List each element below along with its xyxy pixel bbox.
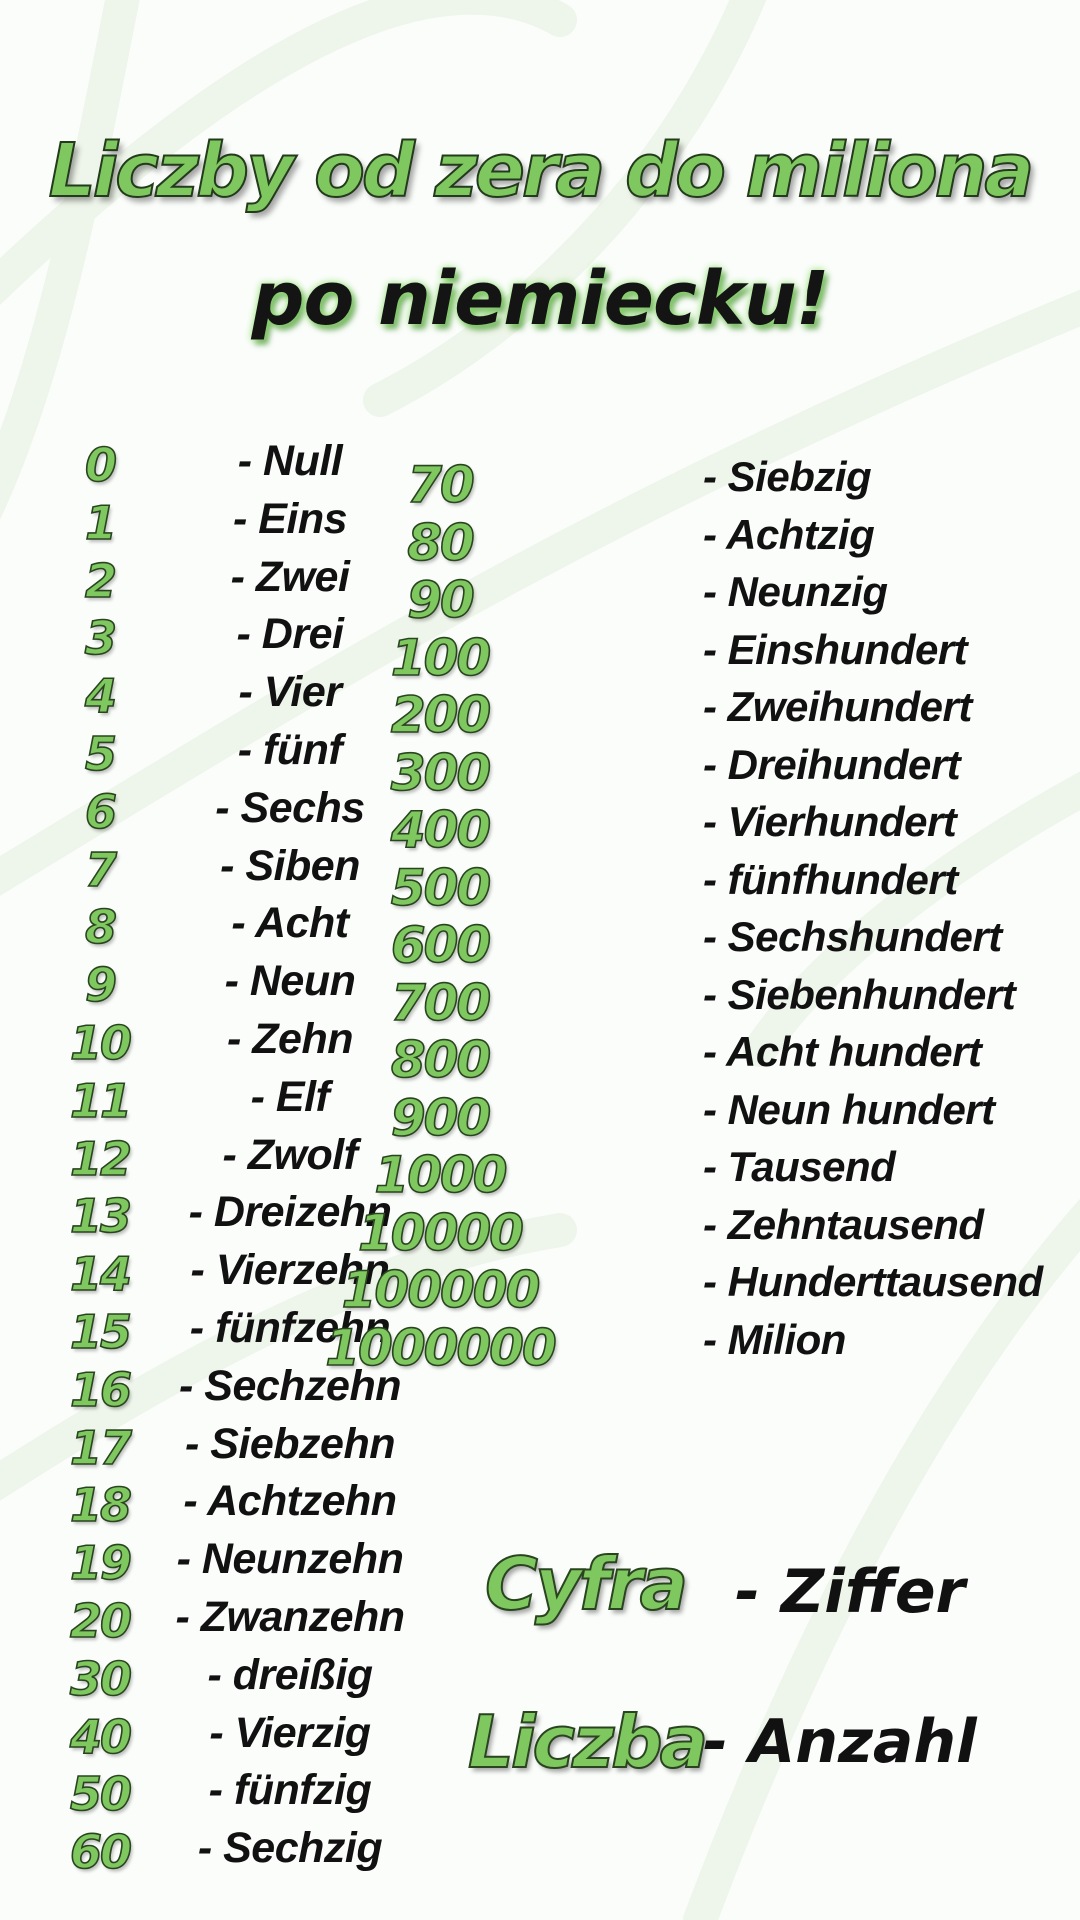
number-digit-right: 1000000 <box>325 1318 555 1377</box>
page-title: Liczby od zera do miliona <box>48 128 1032 214</box>
number-word-right: - Zweihundert <box>703 683 972 730</box>
number-digit-left: 3 <box>84 611 115 666</box>
number-digit-right: 300 <box>390 743 490 802</box>
number-digit-left: 20 <box>69 1594 130 1648</box>
number-digit-left: 18 <box>69 1478 130 1533</box>
number-word-right: - Zehntausend <box>703 1200 984 1248</box>
number-digit-left: 7 <box>84 842 115 897</box>
number-digit-left: 19 <box>69 1536 130 1591</box>
number-word-left: - Drei <box>236 610 344 659</box>
number-digit-right: 80 <box>407 513 473 572</box>
number-digit-left: 12 <box>69 1131 130 1186</box>
number-word-left: - fünfzehn <box>189 1304 391 1352</box>
number-word-left: - dreißig <box>207 1650 373 1699</box>
number-word-right: - Siebenhundert <box>703 970 1016 1018</box>
number-digit-left: 15 <box>69 1305 130 1359</box>
number-word-left: - Sechzehn <box>179 1361 401 1410</box>
number-word-right: - Vierhundert <box>703 798 957 845</box>
number-word-left: - Neunzehn <box>176 1535 404 1584</box>
glossary-translation-ziffer: - Ziffer <box>735 1557 966 1627</box>
glossary-term-liczba: Liczba <box>468 1700 706 1784</box>
number-digit-right: 100000 <box>341 1261 539 1319</box>
number-digit-right: 700 <box>390 973 490 1032</box>
number-digit-right: 900 <box>390 1088 490 1147</box>
number-digit-left: 8 <box>84 900 115 955</box>
number-digit-left: 13 <box>69 1189 130 1244</box>
number-digit-left: 1 <box>84 495 115 550</box>
number-word-right: - Dreihundert <box>703 740 961 788</box>
number-word-left: - Zwei <box>230 552 350 601</box>
number-digit-left: 14 <box>69 1247 130 1302</box>
number-digit-left: 5 <box>84 727 115 781</box>
number-digit-right: 800 <box>390 1031 490 1089</box>
number-word-left: - Siebzehn <box>184 1419 396 1468</box>
number-word-right: - Tausend <box>703 1143 896 1190</box>
number-digit-left: 10 <box>69 1016 130 1070</box>
number-digit-left: 0 <box>84 438 115 492</box>
number-digit-left: 16 <box>69 1362 130 1417</box>
number-word-left: - Sechs <box>215 783 365 832</box>
number-digit-right: 100 <box>390 628 490 687</box>
number-digit-right: 10000 <box>358 1203 522 1262</box>
number-digit-left: 30 <box>69 1651 130 1706</box>
number-word-left: - Achtzehn <box>183 1477 397 1526</box>
number-digit-right: 70 <box>407 456 473 514</box>
number-word-left: - fünf <box>237 726 343 774</box>
number-digit-right: 600 <box>390 916 490 974</box>
number-word-right: - Achtzig <box>703 510 875 558</box>
number-digit-left: 17 <box>69 1420 130 1475</box>
number-word-left: - Acht <box>231 899 349 948</box>
number-word-right: - Milion <box>703 1315 846 1363</box>
number-digit-left: 9 <box>84 958 115 1013</box>
glossary-translation-anzahl: - Anzahl <box>703 1707 977 1777</box>
number-digit-left: 50 <box>69 1767 130 1822</box>
number-digit-left: 60 <box>69 1825 130 1880</box>
number-word-left: - Zehn <box>227 1015 353 1063</box>
number-word-right: - Sechshundert <box>703 913 1002 960</box>
number-digit-left: 11 <box>69 1073 130 1128</box>
number-word-left: - Eins <box>232 494 348 543</box>
number-word-left: - Vier <box>238 668 342 717</box>
glossary-term-cyfra: Cyfra <box>485 1542 686 1626</box>
number-word-right: - Hunderttausend <box>703 1258 1043 1305</box>
number-digit-right: 400 <box>390 801 490 859</box>
number-word-left: - Neun <box>224 957 356 1006</box>
number-word-left: - Sechzig <box>197 1824 383 1873</box>
number-word-left: - Zwolf <box>222 1130 358 1179</box>
number-digit-left: 4 <box>84 669 115 724</box>
number-word-right: - Neunzig <box>703 568 888 615</box>
number-word-left: - Vierzehn <box>190 1246 390 1295</box>
number-word-left: - Dreizehn <box>188 1188 392 1237</box>
number-digit-right: 500 <box>390 858 490 917</box>
number-word-right: - fünfhundert <box>703 855 958 903</box>
number-word-left: - Siben <box>220 841 360 890</box>
number-word-left: - fünfzig <box>208 1766 372 1815</box>
number-digit-right: 1000 <box>374 1146 506 1204</box>
number-word-right: - Siebzig <box>703 453 872 500</box>
number-digit-left: 40 <box>69 1709 130 1764</box>
number-digit-left: 2 <box>84 553 115 608</box>
number-word-right: - Einshundert <box>703 625 968 673</box>
number-word-right: - Acht hundert <box>703 1028 982 1075</box>
number-digit-left: 6 <box>84 784 115 839</box>
number-digit-right: 90 <box>407 571 473 629</box>
number-word-right: - Neun hundert <box>703 1085 995 1133</box>
number-word-left: - Zwanzehn <box>175 1593 405 1641</box>
number-word-left: - Vierzig <box>209 1708 371 1757</box>
page-subtitle: po niemiecku! <box>251 256 829 342</box>
number-word-left: - Elf <box>250 1072 330 1121</box>
number-word-left: - Null <box>237 437 343 485</box>
number-digit-right: 200 <box>390 686 490 744</box>
